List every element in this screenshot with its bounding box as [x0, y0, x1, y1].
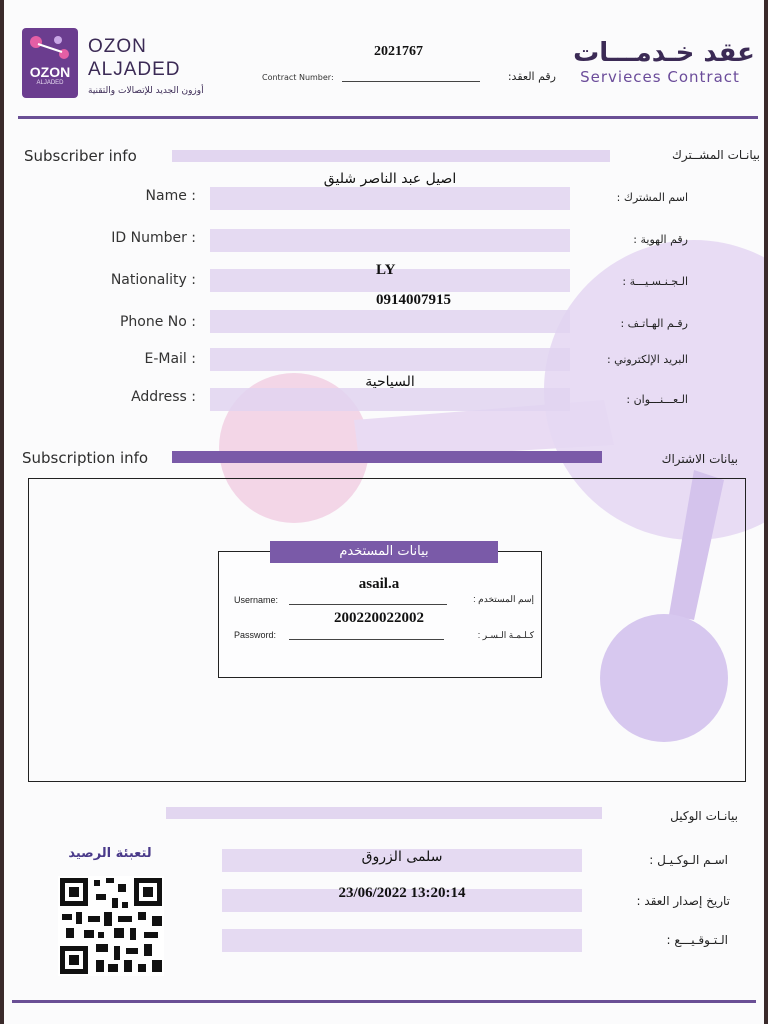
logo-molecule-icon — [28, 32, 72, 62]
username-value: asail.a — [358, 576, 400, 592]
password-line — [289, 638, 444, 640]
subscriber-heading-en: Subscriber info — [24, 147, 137, 165]
nationality-label-ar: الـجـنـسـيـــة : — [622, 275, 688, 288]
signature-field — [222, 929, 582, 952]
title-arabic: عقد خـدمـــات — [573, 38, 755, 68]
phone-label-ar: رقـم الهـاتـف : — [620, 317, 688, 330]
name-field — [210, 187, 570, 210]
agent-heading-bar — [166, 807, 602, 819]
email-field — [210, 348, 570, 371]
contract-date-label-ar: تاريخ إصدار العقد : — [636, 894, 730, 908]
address-value: السياحية — [365, 374, 415, 390]
id-number-label-en: ID Number : — [111, 230, 196, 246]
title-english: Servieces Contract — [580, 68, 740, 86]
contract-date-value: 23/06/2022 13:20:14 — [338, 885, 466, 901]
username-label-en: Username: — [234, 595, 279, 605]
contract-number-label-ar: رقم العقد: — [507, 70, 556, 83]
subscriber-heading-bar — [172, 150, 610, 162]
signature-label-ar: الـتـوقـيـــع : — [666, 933, 728, 947]
phone-label-en: Phone No : — [119, 314, 196, 330]
brand-arabic-name: أوزون الجديد للإتصالات والتقنية — [88, 86, 204, 96]
password-label-ar: كـلـمـة الـسـر : — [477, 630, 534, 640]
address-field — [210, 388, 570, 411]
name-label-en: Name : — [145, 188, 196, 204]
header-divider — [18, 116, 758, 119]
brand-name-line1: OZON — [88, 36, 147, 57]
user-credentials-banner: بيانات المستخدم — [270, 541, 498, 563]
nationality-value: LY — [376, 262, 396, 278]
subscription-heading-ar: بيانات الاشتراك — [661, 452, 738, 466]
logo-sub: ALJADED — [36, 80, 64, 86]
topup-label: لتعبئة الرصيد — [68, 846, 152, 861]
subscription-heading-en: Subscription info — [22, 449, 149, 467]
topup-qr-code-icon[interactable] — [58, 876, 164, 976]
id-number-label-ar: رقم الهوية : — [633, 233, 688, 246]
password-value: 200220022002 — [334, 610, 424, 626]
agent-heading-ar: بيانـات الوكيل — [670, 809, 738, 823]
agent-name-value: سلمى الزروق — [361, 849, 443, 865]
nationality-label-en: Nationality : — [110, 272, 196, 288]
agent-name-label-ar: اسـم الـوكـيـل : — [649, 853, 728, 867]
logo-word: OZON — [29, 64, 71, 80]
name-value: اصيل عبد الناصر شليق — [323, 171, 457, 187]
contract-page — [4, 0, 764, 1024]
company-logo — [22, 28, 78, 98]
address-label-ar: الـعـــنـــوان : — [626, 393, 688, 406]
username-line — [289, 603, 447, 605]
brand-name-line2: ALJADED — [88, 59, 181, 80]
password-label-en: Password: — [234, 630, 277, 640]
contract-number-value: 2021767 — [374, 44, 423, 59]
phone-field — [210, 310, 570, 333]
id-number-field — [210, 229, 570, 252]
phone-value: 0914007915 — [376, 292, 451, 308]
footer-divider — [12, 1000, 756, 1003]
subscriber-heading-ar: بيانـات المشــترك — [671, 148, 760, 162]
email-label-ar: البريد الإلكتروني : — [606, 353, 688, 366]
contract-number-label-en: Contract Number: — [262, 73, 334, 82]
contract-number-line — [342, 80, 480, 82]
email-label-en: E-Mail : — [144, 351, 196, 367]
address-label-en: Address : — [131, 389, 196, 405]
username-label-ar: إسم المستخدم : — [473, 594, 534, 604]
subscription-heading-bar — [172, 451, 602, 463]
name-label-ar: اسم المشترك : — [616, 191, 688, 204]
